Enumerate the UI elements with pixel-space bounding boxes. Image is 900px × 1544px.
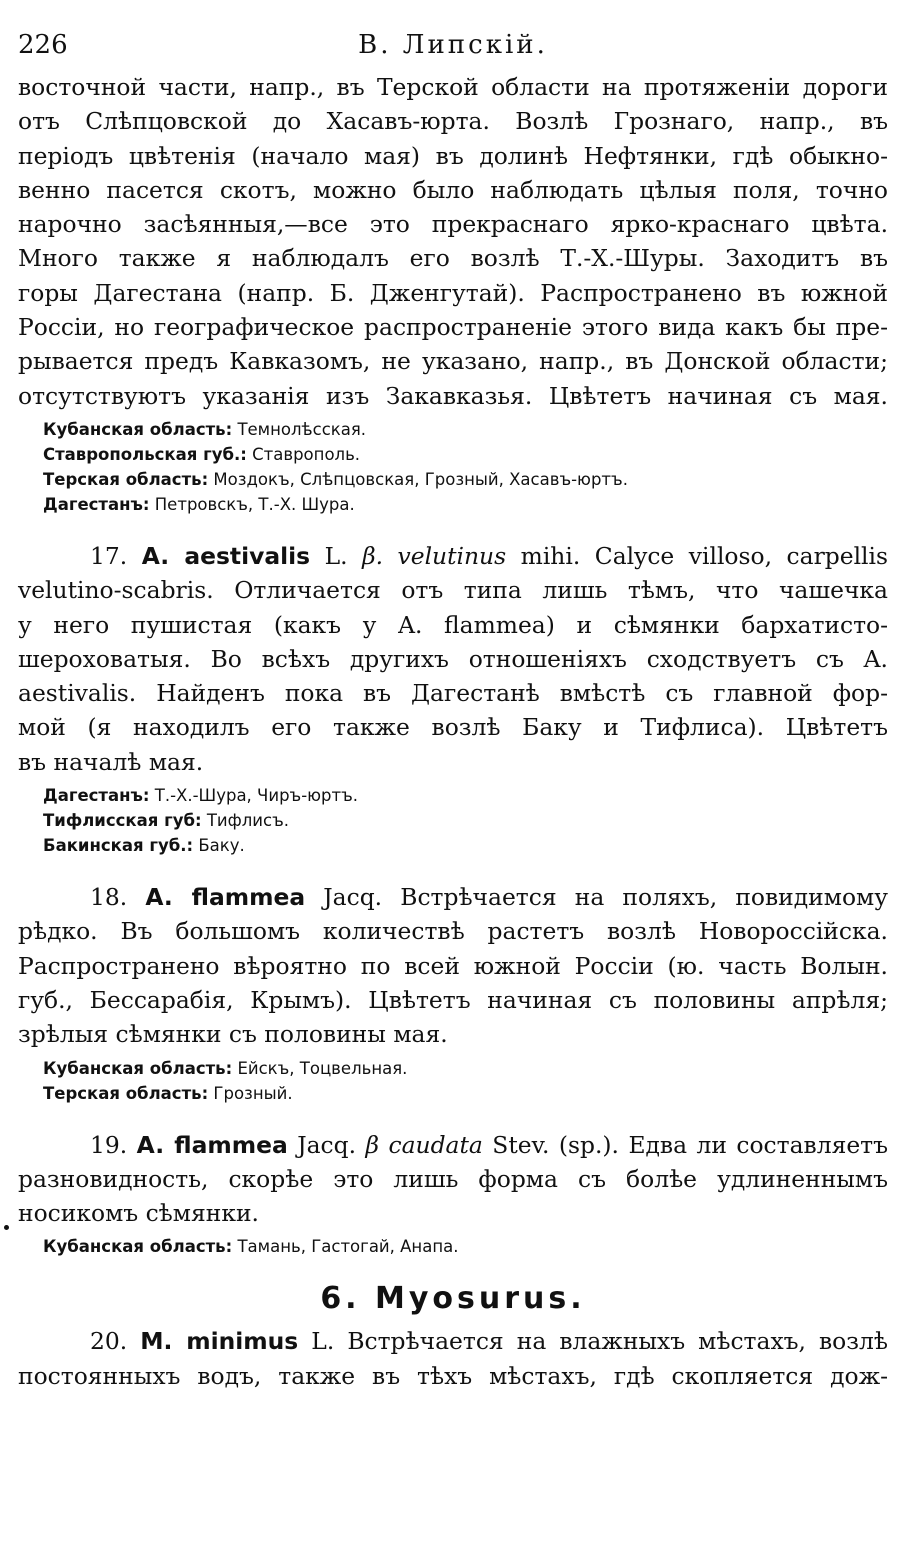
species-entry-18 (18, 880, 888, 1051)
page-number: 226 (18, 30, 68, 60)
locality-region: Тифлисская губ: (43, 811, 202, 831)
locality-region: Дагестанъ: (43, 786, 150, 806)
text-line: періодъ цвѣтенія (начало мая) въ долинѣ Нефтянки, гдѣ обыкно- (18, 141, 888, 170)
locality-list (43, 1234, 888, 1259)
species-entry-20 (18, 1324, 888, 1393)
locality-list (43, 1056, 888, 1106)
locality-row (43, 783, 888, 808)
text-line: носикомъ сѣмянки. (18, 1199, 259, 1228)
locality-places: Тамань, Гастогай, Анапа. (232, 1237, 459, 1257)
text-line: рѣдко. Въ большомъ количествѣ растетъ возлѣ Новороссійска. (18, 917, 888, 946)
running-head (18, 30, 888, 70)
entry-first-line (18, 880, 888, 914)
entry-number: 19. (90, 1130, 128, 1159)
species-author: L. (311, 1327, 335, 1356)
locality-places: Петровскъ, Т.-Х. Шура. (149, 494, 355, 514)
text-line: постоянныхъ водъ, также въ тѣхъ мѣстахъ, гдѣ скопляется дож- (18, 1361, 888, 1390)
locality-places: Моздокъ, Слѣпцовская, Грозный, Хасавъ-юртъ. (208, 469, 628, 489)
entry-number: 20. (90, 1327, 128, 1356)
species-entry-17 (18, 539, 888, 779)
text-line: губ., Бессарабія, Крымъ). Цвѣтетъ начиная съ половины апрѣля; (18, 985, 888, 1014)
variety-name: β caudata (365, 1130, 483, 1159)
species-author: Jacq. (323, 883, 383, 912)
locality-region: Терская область: (43, 1083, 209, 1103)
locality-list (43, 783, 888, 858)
margin-dot (4, 1225, 9, 1230)
locality-region: Ставропольская губ.: (43, 444, 247, 464)
locality-places: Т.-Х.-Шура, Чиръ-юртъ. (149, 786, 359, 806)
entry-number: 18. (90, 883, 128, 912)
text-line: венно пасется скотъ, можно было наблюдать цѣлыя поля, точно (18, 175, 888, 204)
locality-places: Тифлисъ. (201, 811, 289, 831)
locality-row (43, 1056, 888, 1081)
text-line: въ началѣ мая. (18, 747, 204, 776)
species-name: M. minimus (140, 1327, 299, 1356)
locality-places: Ставрополь. (246, 444, 361, 464)
text-line: зрѣлыя сѣмянки съ половины мая. (18, 1020, 448, 1049)
locality-region: Кубанская область: (43, 1237, 233, 1257)
genus-heading: 6. Myosurus. (320, 1281, 586, 1317)
locality-region: Кубанская область: (43, 419, 233, 439)
entry-text: Встрѣчается на поляхъ, повидимому (400, 883, 888, 912)
text-line: Распространено вѣроятно по всей южной Россіи (ю. часть Волын. (18, 951, 888, 980)
locality-row (43, 417, 888, 442)
text-line: velutino-scabris. Отличается отъ типа лишь тѣмъ, что чашечка (18, 576, 888, 605)
text-line: отъ Слѣпцовской до Хасавъ-юрта. Возлѣ Грознаго, напр., въ (18, 107, 888, 136)
variety-author: Stev. (sp.). (492, 1130, 619, 1159)
text-line: Много также я наблюдалъ его возлѣ Т.-Х.-Шуры. Заходитъ въ (18, 244, 888, 273)
locality-region: Терская область: (43, 469, 209, 489)
entry-text: Calyce villoso, carpellis (594, 541, 889, 570)
locality-list (43, 417, 888, 517)
intro-paragraph (18, 70, 888, 413)
locality-row (43, 1081, 888, 1106)
entry-text: Встрѣчается на влажныхъ мѣстахъ, возлѣ (347, 1327, 888, 1356)
text-line: восточной части, напр., въ Терской области на протяженіи дороги (18, 73, 888, 101)
text-line: aestivalis. Найденъ пока въ Дагестанѣ вмѣстѣ съ главной фор- (18, 679, 888, 708)
text-line: нарочно засѣянныя,—все это прекраснаго ярко-краснаго цвѣта. (18, 210, 888, 239)
locality-row (43, 467, 888, 492)
variety-author: mihi. (520, 541, 581, 570)
species-entry-19 (18, 1128, 888, 1231)
locality-row (43, 808, 888, 833)
locality-region: Кубанская область: (43, 1058, 233, 1078)
text-line: разновидность, скорѣе это лишь форма съ болѣе удлиненнымъ (18, 1164, 888, 1193)
entry-first-line (18, 1324, 888, 1358)
text-line: шероховатыя. Во всѣхъ другихъ отношеніяхъ сходствуетъ съ A. (18, 644, 888, 673)
locality-places: Ейскъ, Тоцвельная. (232, 1058, 408, 1078)
species-author: Jacq. (297, 1130, 357, 1159)
locality-region: Дагестанъ: (43, 494, 150, 514)
text-line: горы Дагестана (напр. Б. Дженгутай). Распространено въ южной (18, 278, 888, 307)
locality-places: Темнолѣсская. (232, 419, 367, 439)
locality-row (43, 1234, 888, 1259)
entry-first-line (18, 1128, 888, 1162)
text-line: мой (я находилъ его также возлѣ Баку и Тифлиса). Цвѣтетъ (18, 713, 888, 742)
text-line: Россіи, но географическое распространеніе этого вида какъ бы пре- (18, 313, 888, 342)
species-name: A. aestivalis (141, 541, 311, 570)
locality-places: Баку. (193, 836, 245, 856)
text-line: рывается предъ Кавказомъ, не указано, напр., въ Донской области; (18, 347, 888, 376)
running-title: В. Липскій. (358, 30, 548, 60)
species-author: L. (324, 541, 348, 570)
locality-region: Бакинская губ.: (43, 836, 194, 856)
locality-row (43, 492, 888, 517)
species-name: A. flammea (136, 1130, 288, 1159)
variety-name: β. velutinus (362, 541, 507, 570)
text-line: отсутствуютъ указанія изъ Закавказья. Цвѣтетъ начиная съ мая. (18, 381, 888, 410)
locality-row (43, 833, 888, 858)
locality-places: Грозный. (208, 1083, 293, 1103)
entry-text: Едва ли составляетъ (628, 1130, 888, 1159)
entry-number: 17. (90, 541, 128, 570)
locality-row (43, 442, 888, 467)
species-name: A. flammea (145, 883, 306, 912)
entry-first-line (18, 539, 888, 573)
text-line: у него пушистая (какъ у A. flammea) и сѣмянки бархатисто- (18, 610, 888, 639)
